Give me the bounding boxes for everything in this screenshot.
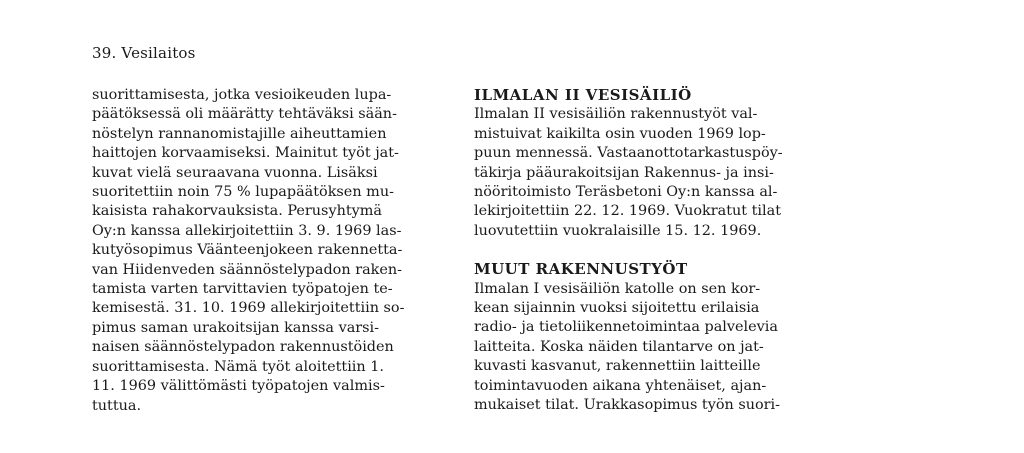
text-line: kuvat vielä seuraavana vuonna. Lisäksi: [92, 164, 378, 181]
text-line: luovutettiin vuokralaisille 15. 12. 1969.: [474, 222, 762, 239]
text-line: mistuivat kaikilta osin vuoden 1969 lop-: [474, 125, 766, 142]
section-heading-muut: MUUT RAKENNUSTYÖT: [474, 260, 688, 279]
text-line: radio- ja tietoliikennetoimintaa palvelevia: [474, 319, 778, 336]
text-line: suorittamisesta, jotka vesioikeuden lupa-: [92, 87, 392, 103]
text-line: kemisestä. 31. 10. 1969 allekirjoitettiin so-: [92, 300, 405, 317]
text-line: päätöksessä oli määrätty tehtäväksi sään-: [92, 106, 397, 123]
text-line: Ilmalan I vesisäiliön katolle on sen kor-: [474, 280, 761, 297]
left-column: [92, 86, 450, 416]
text-line: lekirjoitettiin 22. 12. 1969. Vuokratut tilat: [474, 203, 781, 220]
text-line: tuttua.: [92, 397, 142, 414]
text-line: tamista varten tarvittavien työpatojen te-: [92, 281, 393, 298]
text-line: kean sijainnin vuoksi sijoitettu erilaisia: [474, 300, 760, 317]
text-line: haittojen korvaamiseksi. Mainitut työt jat-: [92, 145, 399, 162]
text-line: pimus saman urakoitsijan kanssa varsi-: [92, 319, 380, 336]
text-line: suorittamisesta. Nämä työt aloitettiin 1.: [92, 358, 384, 375]
text-line: kaisista rahakorvauksista. Perusyhtymä: [92, 203, 382, 220]
section-heading-ilmalan-ii: ILMALAN II VESISÄILIÖ: [474, 86, 692, 104]
text-line: kuvasti kasvanut, rakennettiin laitteille: [474, 358, 761, 375]
running-head: 39. Vesilaitos: [92, 44, 196, 62]
text-line: naisen säännöstelypadon rakennustöiden: [92, 339, 394, 356]
text-line: täkirja pääurakoitsijan Rakennus- ja insi-: [474, 164, 774, 181]
text-line: kutyösopimus Väänteenjokeen rakennetta-: [92, 242, 403, 259]
right-column: [474, 86, 834, 416]
text-line: toimintavuoden aikana yhtenäiset, ajan-: [474, 377, 767, 394]
text-line: puun mennessä. Vastaanottotarkastuspöy-: [474, 145, 783, 162]
text-line: van Hiidenveden säännöstelypadon raken-: [92, 261, 403, 278]
text-line: 11. 1969 välittömästi työpatojen valmis-: [92, 378, 385, 395]
text-line: suoritettiin noin 75 % lupapäätöksen mu-: [92, 184, 394, 201]
text-line: Ilmalan II vesisäiliön rakennustyöt val-: [474, 106, 758, 123]
text-line: laitteita. Koska näiden tilantarve on jat-: [474, 338, 764, 355]
text-line: nööritoimisto Teräsbetoni Oy:n kanssa al-: [474, 184, 778, 201]
text-line: mukaiset tilat. Urakkasopimus työn suori-: [474, 397, 780, 414]
text-line: Oy:n kanssa allekirjoitettiin 3. 9. 1969 las-: [92, 222, 402, 239]
text-line: nöstelyn rannanomistajille aiheuttamien: [92, 125, 387, 142]
